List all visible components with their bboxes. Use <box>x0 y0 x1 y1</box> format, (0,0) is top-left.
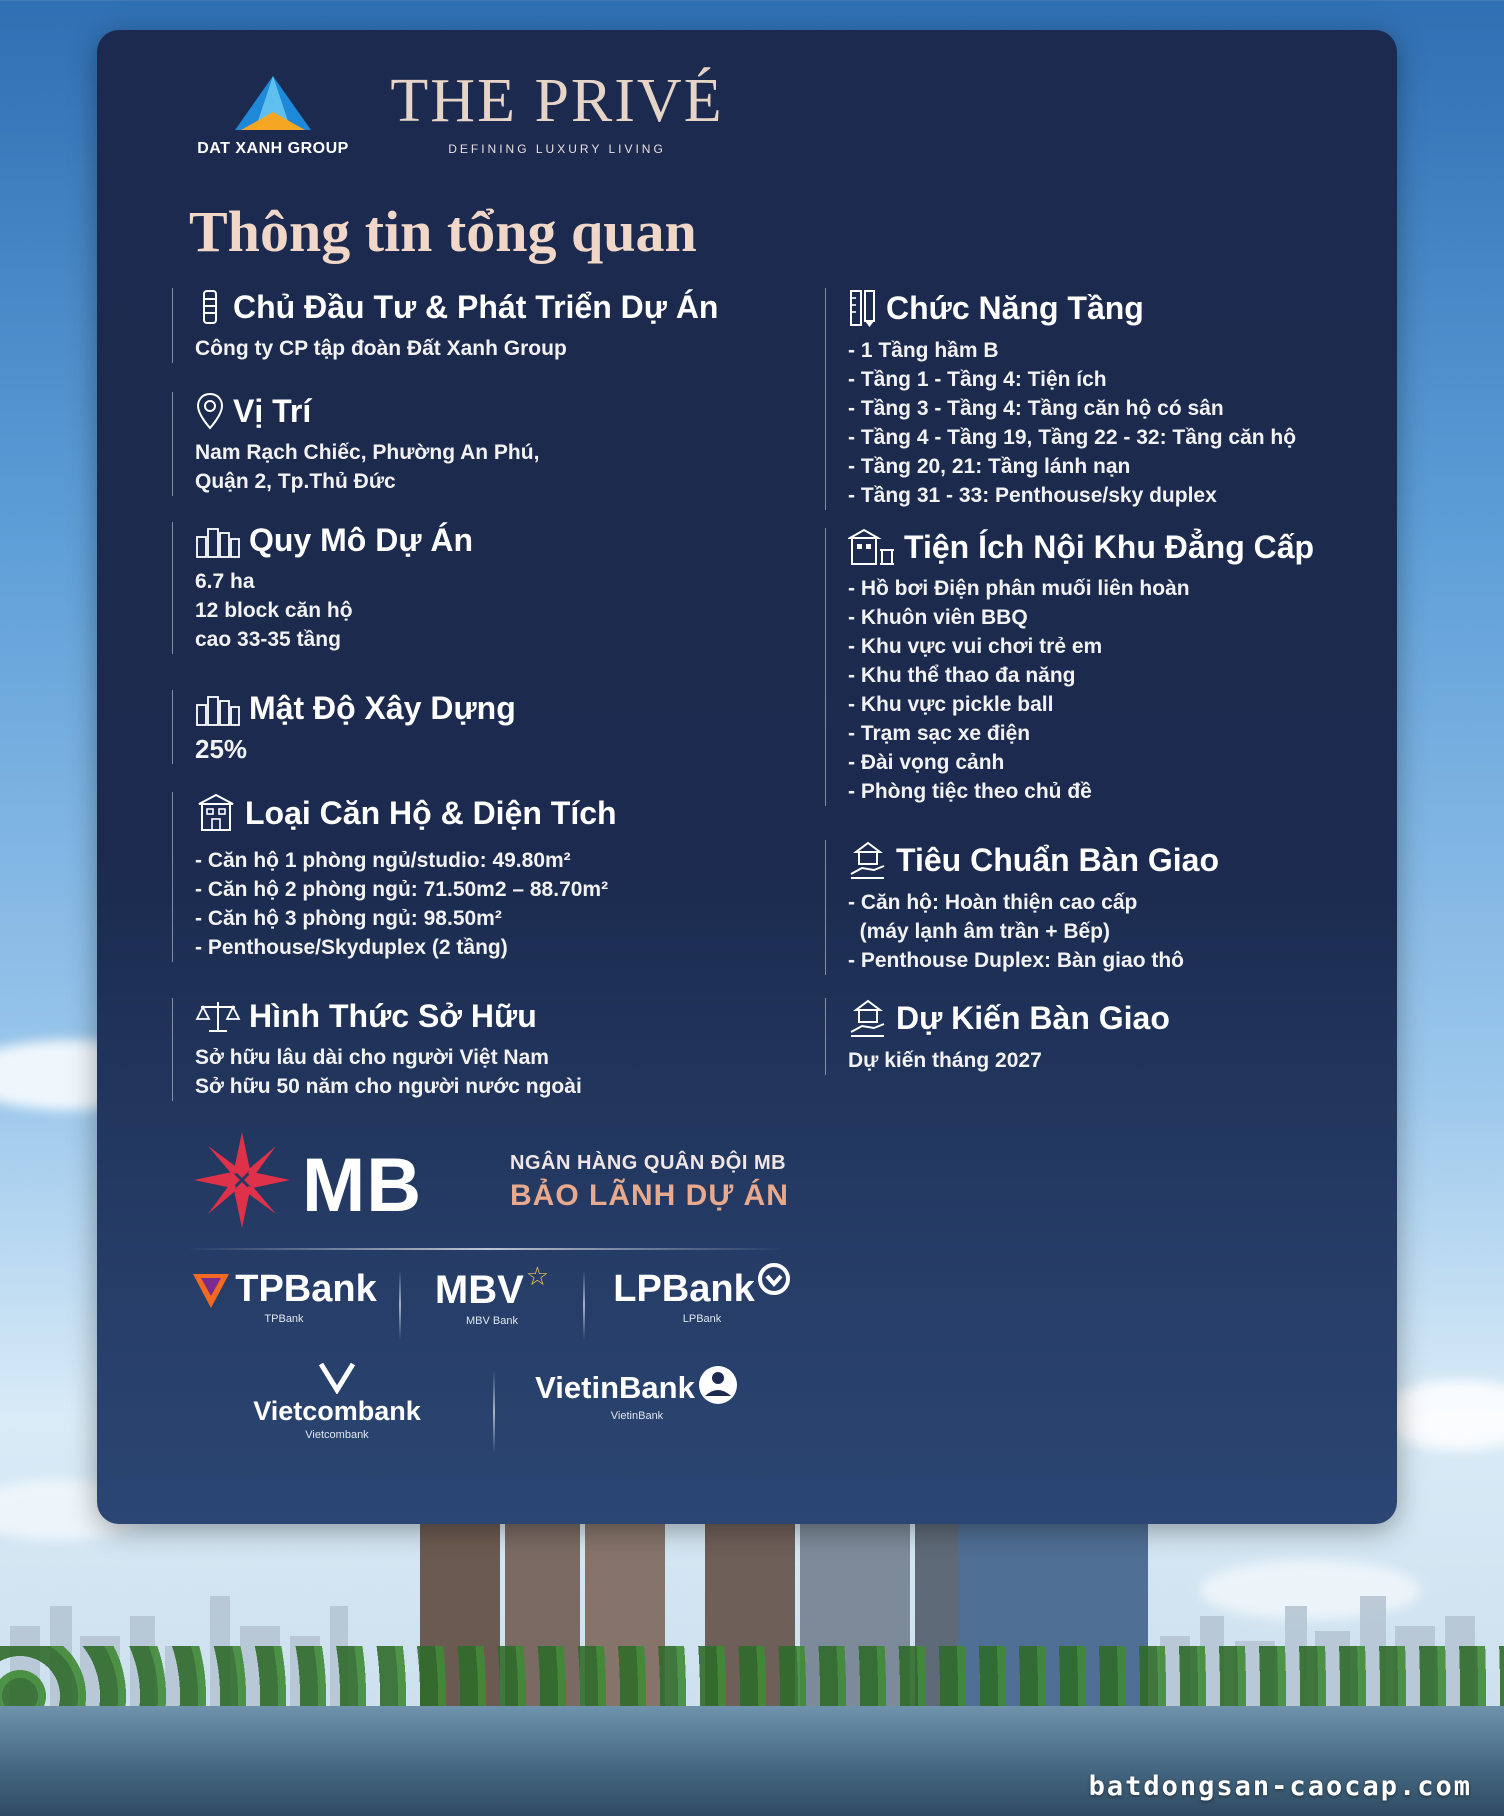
handover-standard-title: Tiêu Chuẩn Bàn Giao <box>896 841 1219 878</box>
handover-standard-line-1: - Căn hộ: Hoàn thiện cao cấp <box>848 891 1138 914</box>
amenity-line-2: - Khuôn viên BBQ <box>848 606 1028 629</box>
bank-separator <box>493 1370 495 1454</box>
density-value: 25% <box>195 734 248 764</box>
floors-title: Chức Năng Tầng <box>886 289 1144 326</box>
bank-separator <box>583 1270 585 1340</box>
unit-types-section <box>172 792 617 962</box>
mbv-star-icon: ☆ <box>525 1262 550 1292</box>
location-title: Vị Trí <box>233 392 312 429</box>
floor-line-6: - Tầng 31 - 33: Penthouse/sky duplex <box>848 484 1217 507</box>
amenity-line-4: - Khu thể thao đa năng <box>848 664 1076 687</box>
scale-section <box>172 522 473 654</box>
bank-divider <box>187 1248 787 1250</box>
location-line-2: Quận 2, Tp.Thủ Đức <box>195 470 396 493</box>
amenities-title: Tiện Ích Nội Khu Đẳng Cấp <box>904 528 1315 565</box>
dat-xanh-logo-text: DAT XANH GROUP <box>197 140 349 157</box>
ownership-line-1: Sở hữu lâu dài cho người Việt Nam <box>195 1046 549 1069</box>
lpbank-sub: LPBank <box>682 1313 722 1325</box>
page-title: Thông tin tổng quan <box>189 199 697 264</box>
guarantee-line-1: NGÂN HÀNG QUÂN ĐỘI MB <box>510 1152 787 1174</box>
mb-guarantee <box>192 1130 792 1230</box>
amenities-section <box>825 528 1314 806</box>
info-panel <box>97 30 1397 1524</box>
hand-house-icon <box>848 998 888 1038</box>
vietinbank-sub: VietinBank <box>610 1410 664 1422</box>
bank-vietinbank <box>522 1364 752 1422</box>
vietcombank-sub: Vietcombank <box>305 1429 369 1441</box>
guarantee-line-2: BẢO LÃNH DỰ ÁN <box>510 1179 789 1212</box>
location-line-1: Nam Rạch Chiếc, Phường An Phú, <box>195 441 540 464</box>
lpbank-logo-icon <box>757 1262 791 1296</box>
ownership-section <box>172 998 582 1101</box>
handover-standard-line-2: (máy lạnh âm trần + Bếp) <box>848 920 1110 943</box>
watermark: batdongsan-caocap.com <box>1088 1771 1472 1802</box>
location-pin-icon <box>195 392 225 430</box>
tower-icon <box>195 288 225 326</box>
unit-type-line-1: - Căn hộ 1 phòng ngủ/studio: 49.80m² <box>195 849 571 872</box>
unit-types-title: Loại Căn Hộ & Diện Tích <box>245 794 617 831</box>
location-section <box>172 392 539 496</box>
bank-lpbank <box>602 1262 802 1325</box>
developer-title: Chủ Đầu Tư & Phát Triển Dự Án <box>233 288 719 325</box>
lpbank-name: LPBank <box>613 1268 755 1310</box>
amenity-line-8: - Phòng tiệc theo chủ đề <box>848 780 1092 803</box>
floor-line-2: - Tầng 1 - Tầng 4: Tiện ích <box>848 368 1107 391</box>
floor-line-1: - 1 Tầng hầm B <box>848 339 999 362</box>
project-tagline: DEFINING LUXURY LIVING <box>448 142 666 156</box>
density-section <box>172 690 516 764</box>
density-title: Mật Độ Xây Dựng <box>249 690 516 726</box>
amenity-line-5: - Khu vực pickle ball <box>848 693 1054 716</box>
project-name: THE PRIVÉ <box>390 67 724 135</box>
city-density-icon <box>195 691 241 727</box>
dat-xanh-logo <box>193 74 353 158</box>
mbv-name: MBV <box>434 1268 524 1312</box>
bank-mbv <box>417 1262 567 1327</box>
vietinbank-logo-icon <box>697 1364 739 1406</box>
scale-line-3: cao 33-35 tầng <box>195 628 341 651</box>
amenity-line-3: - Khu vực vui chơi trẻ em <box>848 635 1103 658</box>
the-prive-logo <box>387 67 727 156</box>
floor-line-3: - Tầng 3 - Tầng 4: Tầng căn hộ có sân <box>848 397 1224 420</box>
tpbank-sub: TPBank <box>264 1313 304 1325</box>
unit-type-line-2: - Căn hộ 2 phòng ngủ: 71.50m2 – 88.70m² <box>195 878 609 901</box>
scale-title: Quy Mô Dự Án <box>249 522 474 558</box>
bank-tpbank <box>189 1268 379 1325</box>
bank-vietcombank <box>237 1360 437 1441</box>
scale-line-2: 12 block căn hộ <box>195 599 353 622</box>
scales-of-justice-icon <box>195 999 241 1035</box>
developer-line: Công ty CP tập đoàn Đất Xanh Group <box>195 337 567 360</box>
ownership-line-2: Sở hữu 50 năm cho người nước ngoài <box>195 1075 582 1098</box>
handover-standard-section <box>825 840 1219 975</box>
handover-date-title: Dự Kiến Bàn Giao <box>896 999 1170 1036</box>
amenity-line-1: - Hồ bơi Điện phân muối liên hoàn <box>848 577 1190 600</box>
city-buildings-icon <box>195 523 241 559</box>
ownership-title: Hình Thức Sở Hữu <box>249 998 537 1034</box>
developer-section <box>172 288 718 363</box>
mb-logo-text: MB <box>302 1143 423 1228</box>
mbv-sub: MBV Bank <box>466 1315 518 1327</box>
vietinbank-name: VietinBank <box>535 1370 695 1405</box>
amenity-building-icon <box>848 528 896 566</box>
bank-separator <box>399 1270 401 1340</box>
hand-house-icon <box>848 840 888 880</box>
floor-line-5: - Tầng 20, 21: Tầng lánh nạn <box>848 455 1131 478</box>
apartment-building-icon <box>195 792 237 834</box>
vietcombank-logo-icon <box>317 1360 357 1394</box>
scale-line-1: 6.7 ha <box>195 570 255 593</box>
amenity-line-6: - Trạm sạc xe điện <box>848 722 1031 745</box>
ruler-pencil-icon <box>848 288 878 328</box>
amenity-line-7: - Đài vọng cảnh <box>848 751 1005 774</box>
mb-star-logo-icon <box>192 1130 292 1230</box>
unit-type-line-3: - Căn hộ 3 phòng ngủ: 98.50m² <box>195 907 502 930</box>
unit-type-line-4: - Penthouse/Skyduplex (2 tầng) <box>195 936 508 959</box>
handover-date-line: Dự kiến tháng 2027 <box>848 1049 1042 1072</box>
vietcombank-name: Vietcombank <box>253 1396 421 1426</box>
tpbank-name: TPBank <box>235 1268 377 1310</box>
handover-date-section <box>825 998 1170 1075</box>
floors-section <box>825 288 1296 510</box>
tpbank-logo-icon <box>191 1270 231 1310</box>
dat-xanh-mountain-icon <box>233 74 313 132</box>
floor-line-4: - Tầng 4 - Tầng 19, Tầng 22 - 32: Tầng căn hộ <box>848 426 1297 449</box>
handover-standard-line-3: - Penthouse Duplex: Bàn giao thô <box>848 949 1185 972</box>
